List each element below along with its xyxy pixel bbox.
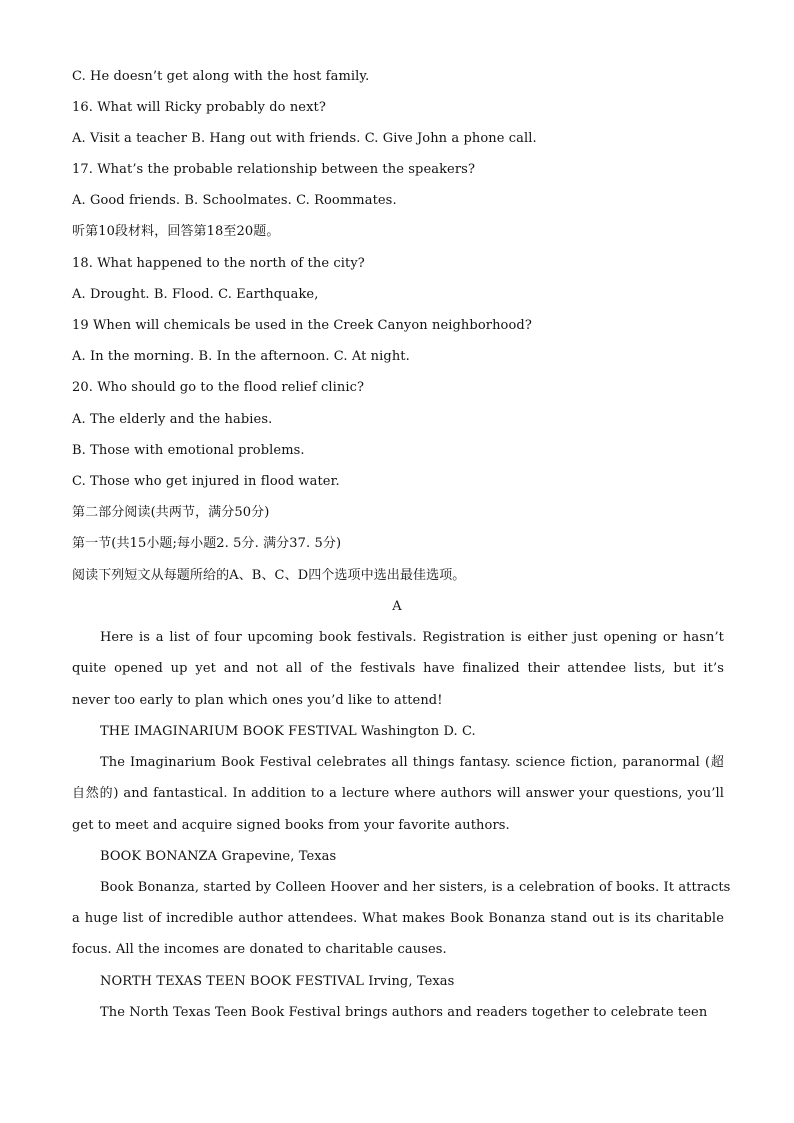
section-one-heading: 第一节(共15小题;每小题2. 5分. 满分37. 5分)	[72, 536, 342, 551]
passage-line: The Imaginarium Book Festival celebrates all things fantasy. science fiction, paranormal (超	[100, 755, 724, 770]
section-instruction-10: 听第10段材料，回答第18至20题。	[72, 224, 280, 239]
passage-line: focus. All the incomes are donated to charitable causes.	[72, 942, 447, 957]
festival-heading-north-texas: NORTH TEXAS TEEN BOOK FESTIVAL Irving, Texas	[100, 974, 455, 989]
question-17: 17. What’s the probable relationship between the speakers?	[72, 162, 476, 177]
passage-label: A	[392, 599, 402, 614]
passage-line: quite opened up yet and not all of the festivals have finalized their attendee lists, but it’s	[72, 661, 724, 676]
option-20b: B. Those with emotional problems.	[72, 443, 305, 458]
options-19: A. In the morning. B. In the afternoon. C. At night.	[72, 349, 410, 364]
option-20c: C. Those who get injured in flood water.	[72, 474, 340, 489]
passage-line: a huge list of incredible author attendees. What makes Book Bonanza stand out is its charitable	[72, 911, 724, 926]
passage-line: Here is a list of four upcoming book festivals. Registration is either just opening or hasn’t	[100, 630, 724, 645]
options-16: A. Visit a teacher B. Hang out with friends. C. Give John a phone call.	[72, 131, 537, 146]
options-18: A. Drought. B. Flood. C. Earthquake,	[72, 287, 319, 302]
passage-line: The North Texas Teen Book Festival brings authors and readers together to celebrate teen	[100, 1005, 708, 1020]
question-20: 20. Who should go to the flood relief clinic?	[72, 380, 365, 395]
part-two-heading: 第二部分阅读(共两节，满分50分)	[72, 505, 270, 520]
question-16: 16. What will Ricky probably do next?	[72, 100, 326, 115]
passage-line: never too early to plan which ones you’d like to attend!	[72, 693, 443, 708]
question-19: 19 When will chemicals be used in the Creek Canyon neighborhood?	[72, 318, 532, 333]
reading-instruction: 阅读下列短文从每题所给的A、B、C、D四个选项中选出最佳选项。	[72, 568, 466, 583]
festival-heading-bonanza: BOOK BONANZA Grapevine, Texas	[100, 849, 337, 864]
passage-line: get to meet and acquire signed books from your favorite authors.	[72, 818, 510, 833]
options-17: A. Good friends. B. Schoolmates. C. Roommates.	[72, 193, 397, 208]
question-18: 18. What happened to the north of the city?	[72, 256, 365, 271]
passage-line: 自然的) and fantastical. In addition to a lecture where authors will answer your questions, you’ll	[72, 786, 724, 801]
festival-heading-imaginarium: THE IMAGINARIUM BOOK FESTIVAL Washington D. C.	[100, 724, 476, 739]
option-20a: A. The elderly and the habies.	[72, 412, 273, 427]
passage-line: Book Bonanza, started by Colleen Hoover and her sisters, is a celebration of books. It attracts	[100, 880, 731, 895]
answer-option-15c: C. He doesn’t get along with the host family.	[72, 69, 370, 84]
